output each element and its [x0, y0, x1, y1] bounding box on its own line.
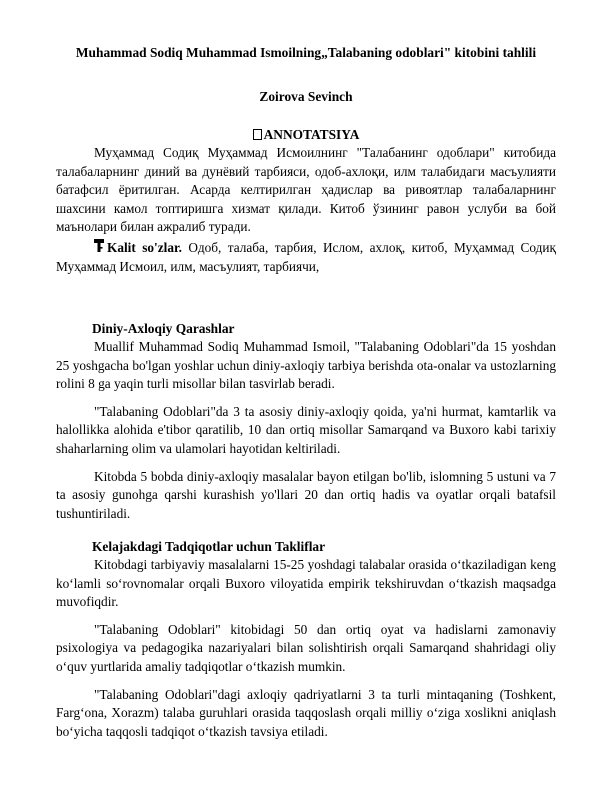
keywords-label: Kalit so'zlar. — [107, 240, 182, 255]
keywords-paragraph — [56, 239, 556, 276]
section-paragraph: "Talabaning Odoblari"dagi axloqiy qadriyatlarni 3 ta turli mintaqaning (Toshkent, Farg‘ona, Xorazm) talaba guruhlari orasida taqqoslash orqali milliy o‘ziga xoslikni aniqlash bo‘yicha taqqosli tadqiqot o‘tkazish tavsiya etiladi. — [56, 686, 556, 739]
keywords-block — [56, 239, 556, 276]
abstract-heading-label: ANNOTATSIYA — [263, 127, 360, 142]
abstract-text: Муҳаммад Содиқ Муҳаммад Исмоилнинг "Талабанинг одоблари" китобида талабаларнинг диний ва дунёвий тарбияси, одоб-ахлоқи, илм талабидаги масъулияти батафсил ёритилган. Асарда келтирилган ҳадислар ва ривоятлар талабаларнинг шахсини камол топтиришга хизмат қилади. Китоб ўзининг равон услуби ва бой маънолари билан ажралиб туради. — [56, 145, 556, 235]
section-paragraph: "Talabaning Odoblari"da 3 ta asosiy diniy-axloqiy qoida, ya'ni hurmat, kamtarlik va halollikka alohida e'tibor qaratilib, 10 dan ortiq misollar Samarqand va Buxoro kabi tarixiy shaharlarning olim va ulamolari hayotidan keltiriladi. — [56, 403, 556, 456]
keywords-text: Одоб, талаба, тарбия, Ислом, ахлоқ, китоб, Муҳаммад Содиқ Муҳаммад Исмоил, илм, масъулият, тарбиячи, — [56, 240, 557, 274]
section-body — [56, 556, 556, 741]
section-paragraph: Muallif Muhammad Sodiq Muhammad Ismoil, "Talabaning Odoblari"da 15 yoshdan 25 yoshgacha bo'lgan yoshlar uchun diniy-axloqiy tarbiya berishda ota-onalar va ustozlarning rolini 8 ga yaqin turli misollar bilan tasvirlab beradi. — [56, 339, 556, 392]
key-icon — [94, 239, 104, 253]
section-paragraph: Kitobda 5 bobda diniy-axloqiy masalalar bayon etilgan bo'lib, islomning 5 ustuni va 7 ta asosiy gunohga qarshi kurashish yo'llari 20 dan ortiq hadis va oyatlar orqali batafsil tushuntiriladi. — [56, 468, 556, 521]
abstract-heading — [56, 127, 556, 143]
missing-glyph-icon — [253, 129, 262, 140]
abstract-block — [56, 144, 556, 237]
document-title: Muhammad Sodiq Muhammad Ismoilning„Talabaning odoblari" kitobini tahlili — [75, 45, 537, 60]
section-paragraph: Kitobdagi tarbiyaviy masalalarni 15-25 yoshdagi talabalar orasida o‘tkaziladigan keng ko‘lamli so‘rovnomalar orqali Buxoro viloyatida empirik tekshiruvdan o‘tkazish maqsadga muvofiqdir. — [56, 557, 556, 610]
section-heading: Kelajakdagi Tadqiqotlar uchun Takliflar — [92, 539, 326, 554]
section-paragraph: "Talabaning Odoblari" kitobidagi 50 dan ortiq oyat va hadislarni zamonaviy psixologiya va pedagogika nazariyalari bilan solishtirish orqali Samarqand shahridagi oliy o‘quv yurtlarida amaliy tadqiqotlar o‘tkazish mumkin. — [56, 621, 556, 674]
author-name: Zoirova Sevinch — [259, 89, 353, 104]
section-heading: Diniy-Axloqiy Qarashlar — [92, 321, 235, 336]
section-body — [56, 338, 556, 523]
